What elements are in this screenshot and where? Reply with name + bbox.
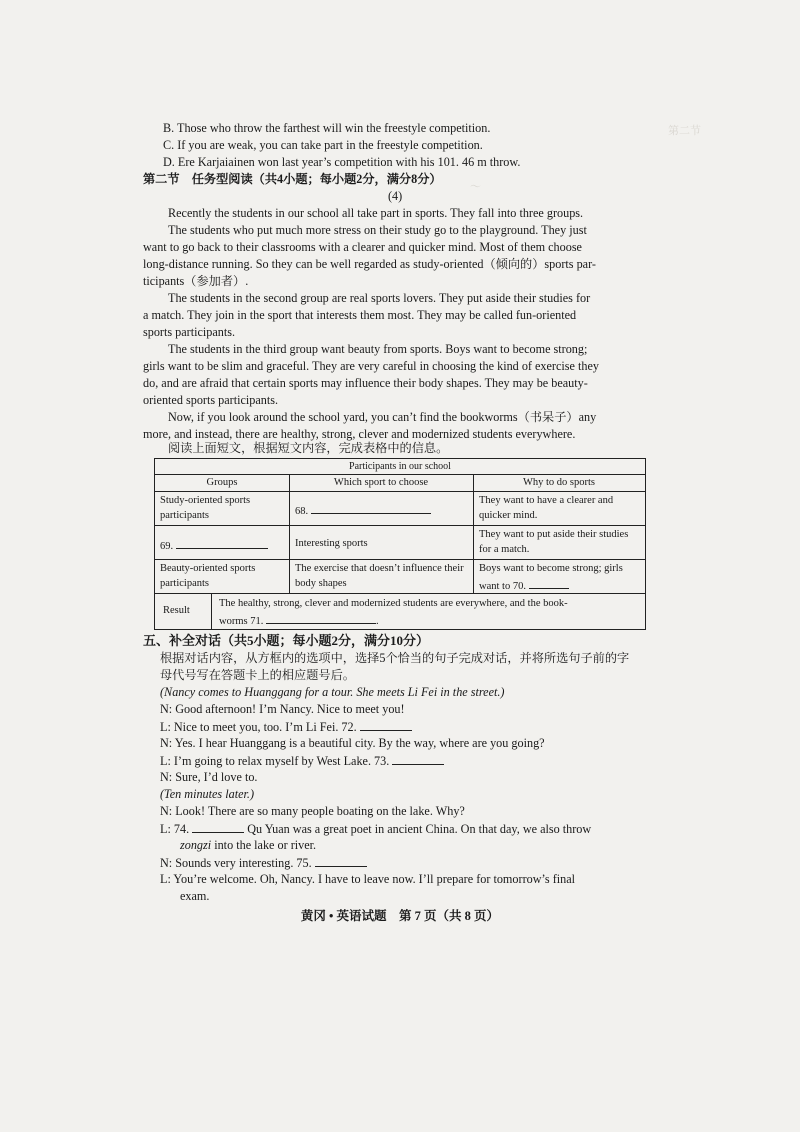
dialogue-scene: (Ten minutes later.) <box>160 787 254 801</box>
result-label: Result <box>163 605 190 616</box>
table-rule <box>155 525 645 526</box>
answer-blank[interactable] <box>311 501 431 514</box>
dialogue-line: zongzi into the lake or river. <box>180 838 317 852</box>
answer-blank[interactable] <box>266 611 376 624</box>
option-b: B. Those who throw the farthest will win the freestyle competition. <box>163 121 491 135</box>
bleed-through: ～ <box>470 181 481 193</box>
table-cell: Beauty-oriented sports participants <box>160 563 256 589</box>
participants-table <box>154 458 646 630</box>
result-text: The healthy, strong, clever and modernized students are everywhere, and the book- <box>219 598 568 609</box>
dialogue-line: exam. <box>180 889 210 903</box>
dialogue-line: L: I’m going to relax myself by West Lake. 73. <box>160 752 444 770</box>
passage-line: oriented sports participants. <box>143 393 279 407</box>
passage-line: more, and instead, there are healthy, strong, clever and modernized students everywhere. <box>143 427 576 441</box>
passage-line: long-distance running. So they can be well regarded as study-oriented（倾向的）sports par- <box>143 257 596 271</box>
answer-blank[interactable] <box>315 854 367 867</box>
passage-line: The students who put much more stress on their study go to the playground. They just <box>168 223 587 237</box>
table-caption: Participants in our school <box>155 459 645 475</box>
table-header: Why to do sports <box>522 477 596 488</box>
table-rule <box>155 491 645 492</box>
passage-line: want to go back to their classrooms with a clearer and quicker mind. Most of them choose <box>143 240 582 254</box>
table-rule <box>289 475 290 593</box>
passage-line: do, and are afraid that certain sports may influence their body shapes. They may be beauty- <box>143 376 588 390</box>
passage-line: The students in the second group are real sports lovers. They put aside their studies for <box>168 291 591 305</box>
dialogue-line: L: 74. Qu Yuan was a great poet in ancient China. On that day, we also throw <box>160 822 592 836</box>
passage-line: girls want to be slim and graceful. They are very careful in choosing the kind of exercise they <box>143 359 599 373</box>
answer-blank[interactable] <box>360 718 412 731</box>
dialogue-scene: (Nancy comes to Huanggang for a tour. She meets Li Fei in the street.) <box>160 685 505 699</box>
section-instruction: 母代号写在答题卡上的相应题号后。 <box>160 668 355 682</box>
passage-number: (4) <box>388 189 403 203</box>
passage-line: The students in the third group want beauty from sports. Boys want to become strong; <box>168 342 588 356</box>
option-d: D. Ere Karjaiainen won last year’s competition with his 101. 46 m throw. <box>163 155 521 169</box>
table-cell: Study-oriented sports participants <box>160 495 251 521</box>
table-cell: Interesting sports <box>295 538 368 549</box>
table-cell: 68. <box>295 501 431 519</box>
answer-blank[interactable] <box>176 536 268 549</box>
table-rule <box>473 475 474 593</box>
table-instruction: 阅读上面短文，根据短文内容，完成表格中的信息。 <box>168 441 449 455</box>
dialogue-line: N: Sure, I’d love to. <box>160 770 258 784</box>
answer-blank[interactable] <box>392 752 444 765</box>
passage-line: ticipants（参加者）. <box>143 274 249 288</box>
table-rule <box>155 559 645 560</box>
option-c: C. If you are weak, you can take part in the freestyle competition. <box>163 138 483 152</box>
table-cell: 69. <box>160 536 268 554</box>
answer-blank[interactable] <box>192 820 244 833</box>
table-cell: They want to have a clearer and quicker mind. <box>479 495 614 521</box>
dialogue-line: N: Sounds very interesting. 75. <box>160 854 367 872</box>
result-text: worms 71. . <box>219 611 379 629</box>
section-instruction: 根据对话内容，从方框内的选项中，选择5个恰当的句子完成对话，并将所选句子前的字 <box>160 651 630 665</box>
section-heading: 五、补全对话（共5小题；每小题2分，满分10分） <box>143 633 430 648</box>
dialogue-line: N: Yes. I hear Huanggang is a beautiful city. By the way, where are you going? <box>160 736 545 750</box>
passage-line: Recently the students in our school all take part in sports. They fall into three groups. <box>168 206 584 220</box>
table-header: Which sport to choose <box>333 477 429 488</box>
dialogue-line: N: Look! There are so many people boating on the lake. Why? <box>160 804 465 818</box>
answer-blank[interactable] <box>529 576 569 589</box>
table-header: Groups <box>206 477 238 488</box>
dialogue-line: N: Good afternoon! I’m Nancy. Nice to meet you! <box>160 702 405 716</box>
page-footer: 黄冈 • 英语试题 第 7 页（共 8 页） <box>300 909 500 923</box>
table-cell: The exercise that doesn’t influence their body shapes <box>295 563 464 589</box>
dialogue-line: L: You’re welcome. Oh, Nancy. I have to leave now. I’ll prepare for tomorrow’s final <box>160 872 576 886</box>
table-cell: Boys want to become strong; girls want to 70. <box>479 563 623 592</box>
section-heading: 第二节 任务型阅读（共4小题；每小题2分，满分8分） <box>143 172 442 186</box>
bleed-through: 第二节 <box>668 125 701 137</box>
table-rule <box>211 593 212 629</box>
dialogue-line: L: Nice to meet you, too. I’m Li Fei. 72. <box>160 718 412 736</box>
passage-line: sports participants. <box>143 325 236 339</box>
table-cell: They want to put aside their studies for a match. <box>479 529 629 555</box>
passage-line: a match. They join in the sport that interests them most. They may be called fun-oriented <box>143 308 577 322</box>
passage-line: Now, if you look around the school yard, you can’t find the bookworms（书呆子）any <box>168 410 597 424</box>
